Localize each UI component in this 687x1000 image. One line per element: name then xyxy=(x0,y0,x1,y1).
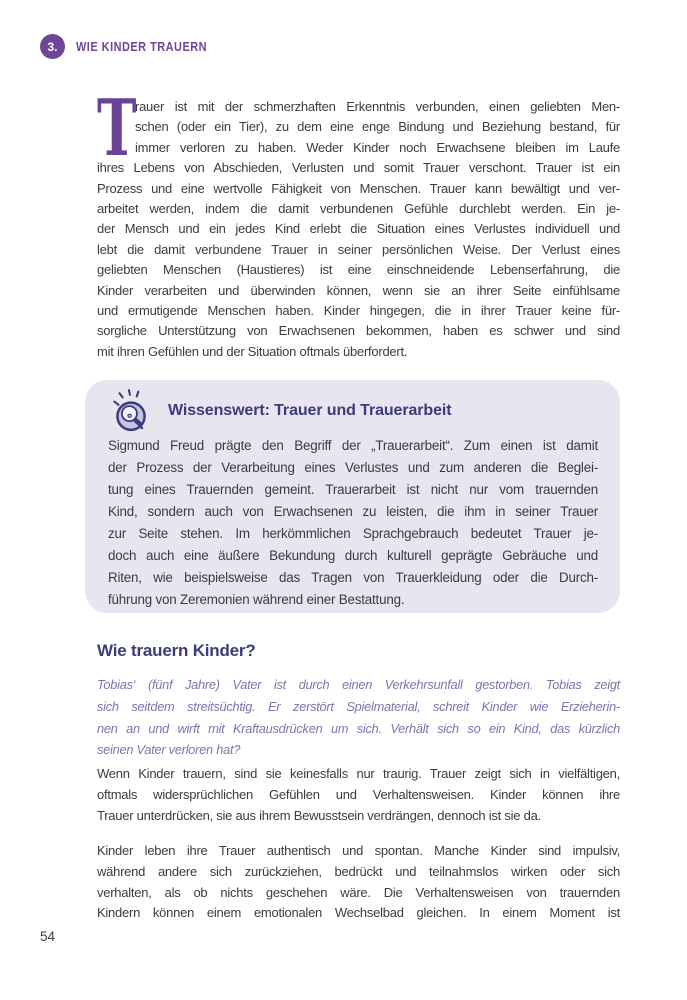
infobox-header xyxy=(106,388,598,434)
infobox-title: Wissenswert: Trauer und Trauerarbeit xyxy=(168,402,452,419)
chapter-header xyxy=(40,34,232,59)
case-example-paragraph: Tobias‘ (fünf Jahre) Vater ist durch einen Verkehrsunfall gestorben. Tobias zeigt sich seitdem streitsüchtig. Er zerstört Spielmaterial, schreit Kinder wie Erzieherin- nen an und wirft mit Kraftausdrücken um sich. Verhält sich so ein Kind, das kürzlich seinen Vater verloren hat? xyxy=(97,677,620,758)
section-heading: Wie trauern Kinder? xyxy=(97,641,256,660)
intro-text: rauer ist mit der schmerzhaften Erkenntnis verbunden, einen geliebten Men- schen (oder ein Tier), zu dem eine enge Bindung und Beziehung bestand, für immer verloren zu haben. Weder Kinder noch Erwachsene bleiben im Laufe ihres Lebens von Abschieden, Verlusten und somit Trauer verschont. Trauer ist ein Prozess und eine wertvolle Fähigkeit von Menschen. Trauer kann bewältigt und ver- arbeitet werden, indem die damit verbundenen Gefühle durchlebt werden. Ein je- der Mensch und ein jedes Kind erlebt die Situation eines Verlustes individuell und lebt die damit verbundene Trauer in seiner persönlichen Weise. Der Verlust eines geliebten Menschen (Haustieres) ist eine einschneidende Lebenserfahrung, die Kinder verarbeiten und überwinden können, wenn sie an ihrer Seite einfühlsame und ermutigende Menschen haben. Kinder hingegen, die in ihrer Trauer keine für- sorgliche Unterstützung von Erwachsenen bekommen, haben es schwer und sind mit ihren Gefühlen und der Situation oftmals überfordert. xyxy=(97,99,620,359)
lightbulb-icon xyxy=(108,388,154,434)
chapter-title: WIE KINDER TRAUERN xyxy=(76,39,208,54)
chapter-number-badge xyxy=(40,34,65,59)
paragraph-grief-forms: Wenn Kinder trauern, sind sie keinesfalls nur traurig. Trauer zeigt sich in vielfältigen, oftmals widersprüchlichen Gefühlen und Verhaltensweisen. Kinder können ihre Trauer unterdrücken, sie aus ihrem Bewusstsein verdrängen, dennoch ist sie da. xyxy=(97,766,620,823)
paragraph-authentic-grief: Kinder leben ihre Trauer authentisch und spontan. Manche Kinder sind impulsiv, während andere sich zurückziehen, bedrückt und teilnahmslos wirken oder sich verhalten, als ob nichts geschehen wäre. Die Verhaltensweisen von trauernden Kindern können einem emotionalen Wechselbad gleichen. In einem Moment ist xyxy=(97,843,620,921)
dropcap-letter: T xyxy=(97,83,137,174)
page-number: 54 xyxy=(40,929,56,944)
chapter-number: 3. xyxy=(47,39,58,54)
infobox xyxy=(85,380,620,613)
intro-paragraph xyxy=(97,83,620,362)
infobox-text: Sigmund Freud prägte den Begriff der „Trauerarbeit“. Zum einen ist damit der Prozess der Verarbeitung eines Verlustes und zum anderen die Beglei- tung eines Trauernden gemeint. Trauerarbeit ist nicht nur vom trauernden Kind, sondern auch von Erwachsenen zu leisten, die ihm in seiner Trauer zur Seite stehen. Im herkömmlichen Sprachgebrauch bedeutet Trauer je- doch auch eine äußere Bekundung durch kulturell geprägte Gebräuche und Riten, wie beispielsweise das Tragen von Trauerkleidung oder die Durch- führung von Zeremonien während einer Bestattung. xyxy=(108,438,598,607)
